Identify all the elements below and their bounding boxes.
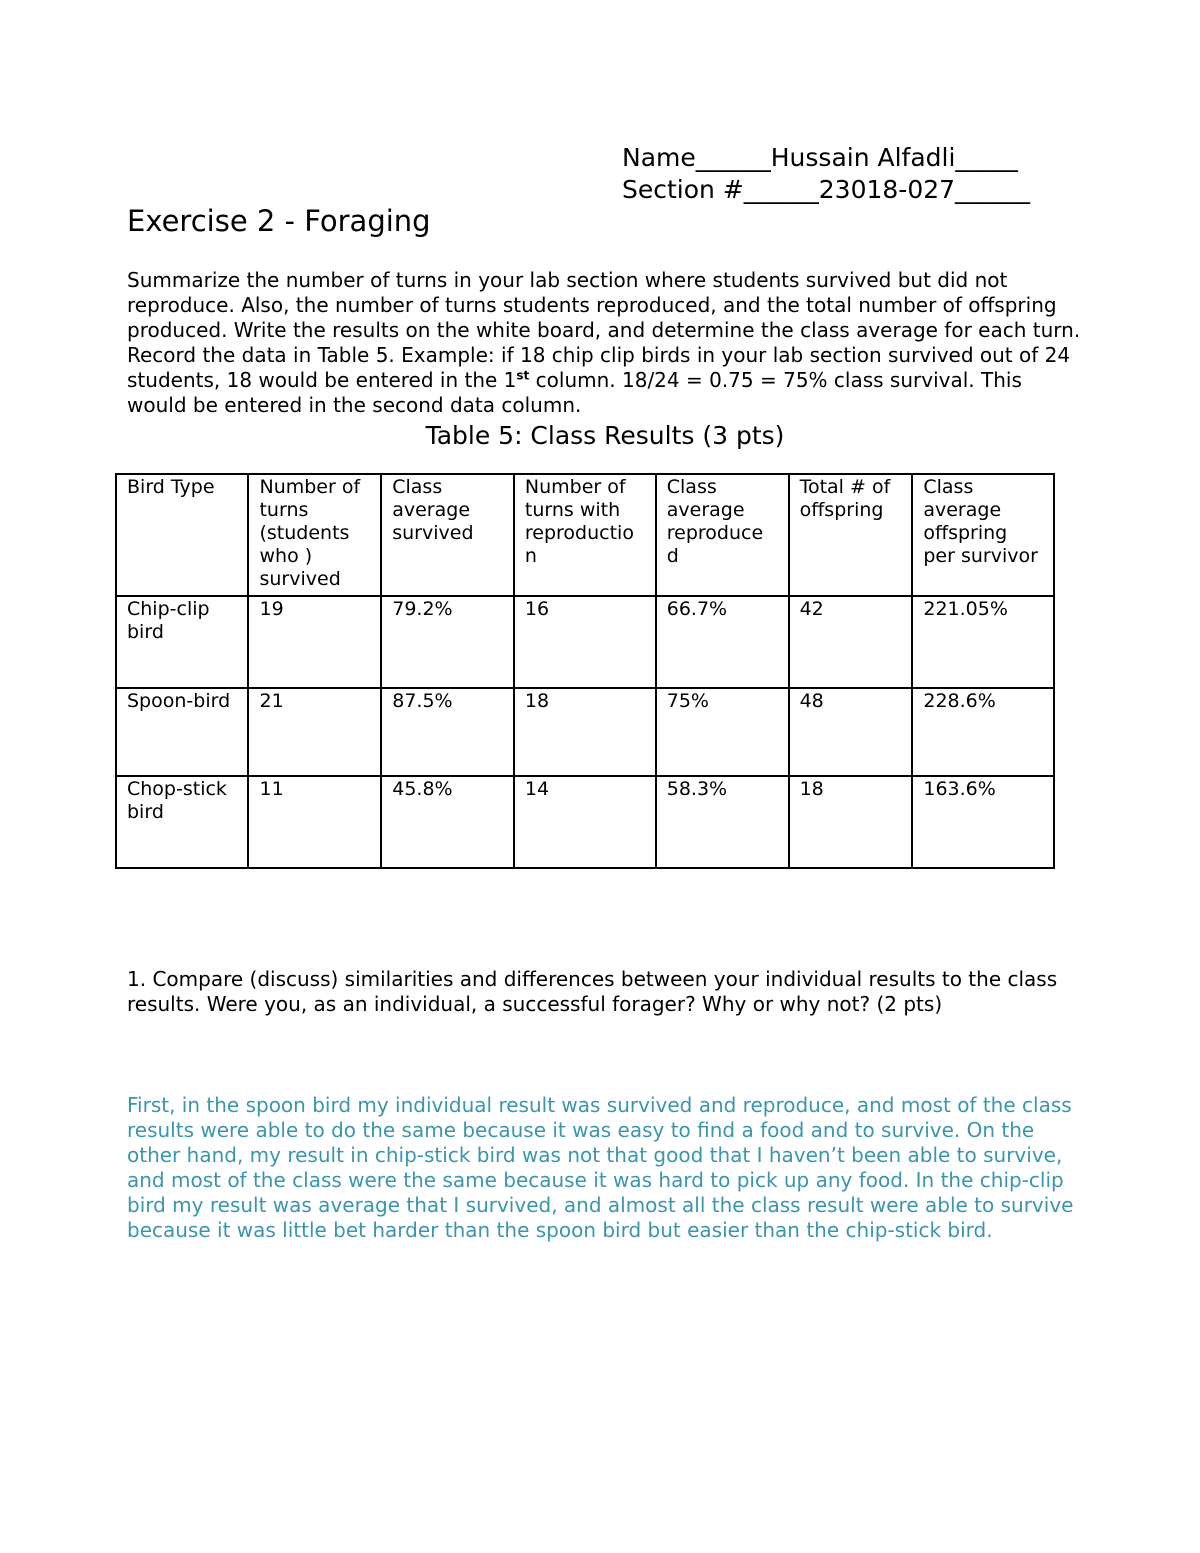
table-row (116, 776, 1054, 868)
instructions (127, 268, 1087, 418)
header-cell: Number of turns (students who ) survived (248, 474, 381, 596)
table-cell: Chip-clip bird (116, 596, 248, 688)
header-cell: Bird Type (116, 474, 248, 596)
answer-1: First, in the spoon bird my individual result was survived and reproduce, and most of the class results were able to do the same because it was easy to find a food and to survive. On the other hand, my result in chip-stick bird was not that good that I haven’t been able to survive, and most of the class were the same because it was hard to pick up any food. In the chip-clip bird my result was average that I survived, and almost all the class result were able to survive because it was little bet harder than the spoon bird but easier than the chip-stick bird. (127, 1093, 1074, 1242)
table-cell: 221.05% (912, 596, 1054, 688)
table-cell: 66.7% (656, 596, 789, 688)
table-cell: 87.5% (381, 688, 514, 776)
class-results-table (115, 473, 1055, 869)
instructions-text (127, 268, 1087, 418)
header-cell: Total # of offspring (789, 474, 913, 596)
exercise-title: Exercise 2 - Foraging (127, 204, 431, 238)
student-info (622, 142, 1030, 206)
table-row (116, 688, 1054, 776)
student-name: Name______Hussain Alfadli_____ (622, 143, 1018, 172)
table-cell: 16 (514, 596, 656, 688)
header-cell: Number of turns with reproductio n (514, 474, 656, 596)
header-cell: Class average offspring per survivor (912, 474, 1054, 596)
ordinal-suffix: st (516, 368, 530, 383)
table-row (116, 596, 1054, 688)
table-title: Table 5: Class Results (3 pts) (425, 421, 785, 450)
table-cell: 14 (514, 776, 656, 868)
table-cell: 21 (248, 688, 381, 776)
table-cell: 18 (789, 776, 913, 868)
table-cell: 58.3% (656, 776, 789, 868)
table-cell: 48 (789, 688, 913, 776)
question-1: 1. Compare (discuss) similarities and differences between your individual results to the class results. Were you, as an individual, a successful forager? Why or why not? (2 pts) (127, 967, 1058, 1016)
table-cell: Chop-stick bird (116, 776, 248, 868)
header-cell: Class average reproduce d (656, 474, 789, 596)
table-cell: 79.2% (381, 596, 514, 688)
header-cell: Class average survived (381, 474, 514, 596)
table-cell: 18 (514, 688, 656, 776)
table-cell: 228.6% (912, 688, 1054, 776)
table-cell: 19 (248, 596, 381, 688)
table-cell: 42 (789, 596, 913, 688)
table-cell: 75% (656, 688, 789, 776)
table-cell: Spoon-bird (116, 688, 248, 776)
section-number: Section #______23018-027______ (622, 175, 1031, 204)
instructions-part1: Summarize the number of turns in your lab section where students survived but did not reproduce. Also, the number of turns students reproduced, and the total number of offspring produced. Write the results on the white board, and determine the class average for each turn. Record the data in Table 5. Example: if 18 chip clip birds in your lab section survived out of 24 students, 18 would be entered in the 1 (127, 268, 1081, 392)
instructions-part2: column. 18/24 = 0.75 = 75% class survival. This would be entered in the second data column. (127, 368, 1022, 417)
table-header-row (116, 474, 1054, 596)
table-cell: 163.6% (912, 776, 1054, 868)
table-cell: 45.8% (381, 776, 514, 868)
table-cell: 11 (248, 776, 381, 868)
